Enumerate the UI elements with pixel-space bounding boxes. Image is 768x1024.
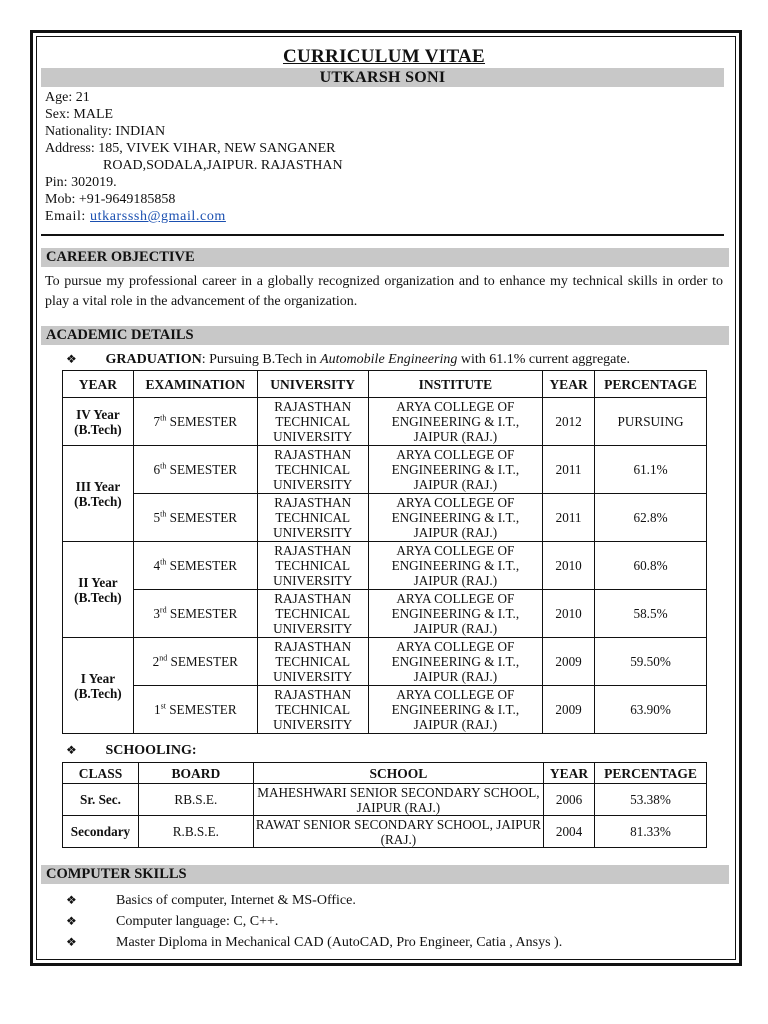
percentage-cell: 58.5% (595, 590, 707, 638)
table-row (63, 398, 707, 446)
university-cell: RAJASTHAN TECHNICAL UNIVERSITY (257, 590, 368, 638)
sex: Sex: MALE (45, 107, 114, 122)
year-cell: 2011 (543, 494, 595, 542)
year-group: II Year (B.Tech) (63, 542, 134, 638)
pin: Pin: 302019. (45, 175, 117, 190)
nationality: Nationality: INDIAN (45, 124, 166, 139)
year-group: III Year (B.Tech) (63, 446, 134, 542)
schooling-table-header (63, 763, 707, 784)
diamond-bullet-icon: ❖ (66, 893, 77, 907)
year-group: I Year (B.Tech) (63, 638, 134, 734)
institute-cell: ARYA COLLEGE OF ENGINEERING & I.T., JAIPUR (RAJ.) (368, 542, 543, 590)
school-cell: MAHESHWARI SENIOR SECONDARY SCHOOL, JAIPUR (RAJ.) (253, 784, 543, 816)
graduation-text: : Pursuing B.Tech in (201, 352, 321, 367)
academic-table (62, 370, 707, 734)
institute-cell: ARYA COLLEGE OF ENGINEERING & I.T., JAIPUR (RAJ.) (368, 686, 543, 734)
table-row (63, 784, 707, 816)
graduation-line (66, 352, 630, 368)
col-school: SCHOOL (253, 763, 543, 784)
diamond-bullet-icon: ❖ (66, 743, 77, 757)
col-board: BOARD (138, 763, 253, 784)
university-cell: RAJASTHAN TECHNICAL UNIVERSITY (257, 446, 368, 494)
year-cell: 2009 (543, 686, 595, 734)
board-cell: RB.S.E. (138, 784, 253, 816)
address-line-2: ROAD,SODALA,JAIPUR. RAJASTHAN (103, 158, 343, 173)
table-row (63, 638, 707, 686)
institute-cell: ARYA COLLEGE OF ENGINEERING & I.T., JAIPUR (RAJ.) (368, 494, 543, 542)
list-item: ❖ Master Diploma in Mechanical CAD (AutoCAD, Pro Engineer, Catia , Ansys ). (66, 932, 562, 953)
university-cell: RAJASTHAN TECHNICAL UNIVERSITY (257, 398, 368, 446)
year-cell: 2006 (544, 784, 595, 816)
email-label: Email: (45, 209, 91, 224)
examination-cell: 6th SEMESTER (133, 446, 257, 494)
age: Age: 21 (45, 90, 90, 105)
table-row (63, 542, 707, 590)
table-row (63, 446, 707, 494)
list-item: ❖ Basics of computer, Internet & MS-Office. (66, 890, 562, 911)
year-cell: 2004 (544, 816, 595, 848)
career-objective-heading: CAREER OBJECTIVE (41, 248, 729, 267)
address-line-1: Address: 185, VIVEK VIHAR, NEW SANGANER (45, 141, 336, 156)
col-percentage: PERCENTAGE (595, 763, 707, 784)
institute-cell: ARYA COLLEGE OF ENGINEERING & I.T., JAIPUR (RAJ.) (368, 446, 543, 494)
year-cell: 2010 (543, 590, 595, 638)
diamond-bullet-icon: ❖ (66, 914, 77, 928)
schooling-line (66, 743, 197, 759)
col-institute: INSTITUTE (368, 371, 543, 398)
university-cell: RAJASTHAN TECHNICAL UNIVERSITY (257, 542, 368, 590)
mobile: Mob: +91-9649185858 (45, 192, 176, 207)
computer-skills-heading: COMPUTER SKILLS (41, 865, 729, 884)
candidate-name: UTKARSH SONI (41, 68, 724, 87)
personal-details (45, 89, 343, 225)
percentage-cell: 62.8% (595, 494, 707, 542)
col-year: YEAR (63, 371, 134, 398)
percentage-cell: 53.38% (595, 784, 707, 816)
percentage-cell: 81.33% (595, 816, 707, 848)
diamond-bullet-icon: ❖ (66, 352, 77, 366)
university-cell: RAJASTHAN TECHNICAL UNIVERSITY (257, 638, 368, 686)
graduation-label: GRADUATION (105, 352, 202, 367)
col-examination: EXAMINATION (133, 371, 257, 398)
graduation-aggregate: with 61.1% current aggregate. (457, 352, 630, 367)
schooling-table (62, 762, 707, 848)
table-row (63, 816, 707, 848)
institute-cell: ARYA COLLEGE OF ENGINEERING & I.T., JAIPUR (RAJ.) (368, 638, 543, 686)
year-cell: 2012 (543, 398, 595, 446)
table-row (63, 686, 707, 734)
table-row (63, 494, 707, 542)
percentage-cell: 60.8% (595, 542, 707, 590)
class-cell: Sr. Sec. (63, 784, 139, 816)
academic-details-heading: ACADEMIC DETAILS (41, 326, 729, 345)
diamond-bullet-icon: ❖ (66, 935, 77, 949)
email-row (45, 208, 343, 225)
examination-cell: 4th SEMESTER (133, 542, 257, 590)
examination-cell: 5th SEMESTER (133, 494, 257, 542)
percentage-cell: 63.90% (595, 686, 707, 734)
school-cell: RAWAT SENIOR SECONDARY SCHOOL, JAIPUR (RAJ.) (253, 816, 543, 848)
percentage-cell: PURSUING (595, 398, 707, 446)
board-cell: R.B.S.E. (138, 816, 253, 848)
divider (41, 234, 724, 236)
col-university: UNIVERSITY (257, 371, 368, 398)
col-class: CLASS (63, 763, 139, 784)
col-exam-year: YEAR (543, 371, 595, 398)
year-cell: 2010 (543, 542, 595, 590)
academic-table-header (63, 371, 707, 398)
col-percentage: PERCENTAGE (595, 371, 707, 398)
schooling-label: SCHOOLING: (105, 743, 197, 758)
institute-cell: ARYA COLLEGE OF ENGINEERING & I.T., JAIPUR (RAJ.) (368, 398, 543, 446)
year-cell: 2011 (543, 446, 595, 494)
institute-cell: ARYA COLLEGE OF ENGINEERING & I.T., JAIPUR (RAJ.) (368, 590, 543, 638)
graduation-field: Automobile Engineering (320, 352, 458, 367)
career-objective-text: To pursue my professional career in a globally recognized organization and to enhance my technical skills in order to play a vital role in the advancement of the organization. (45, 274, 723, 309)
table-row (63, 590, 707, 638)
examination-cell: 7th SEMESTER (133, 398, 257, 446)
examination-cell: 2nd SEMESTER (133, 638, 257, 686)
col-year: YEAR (544, 763, 595, 784)
year-group: IV Year (B.Tech) (63, 398, 134, 446)
percentage-cell: 59.50% (595, 638, 707, 686)
skills-list (66, 890, 562, 953)
email-link[interactable]: utkarsssh@gmail.com (90, 209, 226, 224)
document-title: CURRICULUM VITAE (282, 46, 486, 67)
university-cell: RAJASTHAN TECHNICAL UNIVERSITY (257, 494, 368, 542)
examination-cell: 3rd SEMESTER (133, 590, 257, 638)
examination-cell: 1st SEMESTER (133, 686, 257, 734)
university-cell: RAJASTHAN TECHNICAL UNIVERSITY (257, 686, 368, 734)
class-cell: Secondary (63, 816, 139, 848)
list-item: ❖ Computer language: C, C++. (66, 911, 562, 932)
year-cell: 2009 (543, 638, 595, 686)
percentage-cell: 61.1% (595, 446, 707, 494)
